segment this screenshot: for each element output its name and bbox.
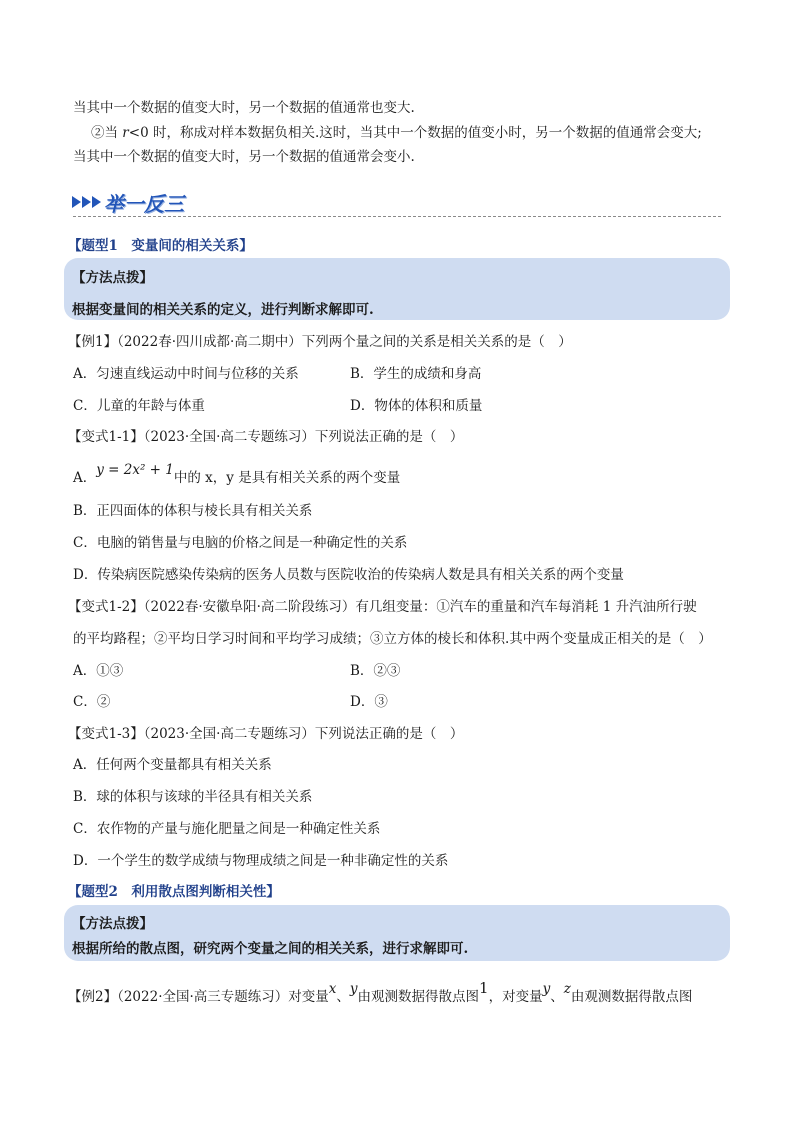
type2-title: 【题型2 利用散点图判断相关性】: [68, 884, 280, 900]
variant12-option-a: A．①③: [73, 663, 124, 679]
variant11-option-a: [73, 462, 401, 486]
example2-stem: [68, 979, 693, 1005]
variant11-option-b: B．正四面体的体积与棱长具有相关关系: [73, 503, 313, 519]
example1-option-d: D．物体的体积和质量: [350, 398, 483, 414]
section-divider: [73, 216, 721, 217]
example1-option-c: C．儿童的年龄与体重: [73, 398, 205, 414]
variant13-option-b: B．球的体积与该球的半径具有相关关系: [73, 789, 313, 805]
type1-title: 【题型1 变量间的相关关系】: [68, 238, 253, 254]
variable-y-2: y: [542, 981, 551, 997]
method-text-1: 根据变量间的相关关系的定义，进行判断求解即可.: [72, 302, 374, 318]
intro-line-2-post: <0 时，称成对样本数据负相关.这时，当其中一个数据的值变小时，另一个数据的值通常会变大;: [128, 125, 702, 141]
banner-title: 举一反三: [104, 192, 184, 216]
variant12-stem-line-2: 的平均路程；②平均日学习时间和平均学习成绩；③立方体的棱长和体积.其中两个变量成正相关的是（ ）: [73, 631, 712, 647]
section-banner: [70, 186, 200, 216]
intro-line-3: 当其中一个数据的值变大时，另一个数据的值通常会变小.: [73, 149, 415, 165]
method-title-1: 【方法点拨】: [72, 270, 153, 286]
variant11-stem: 【变式1-1】（2023·全国·高二专题练习）下列说法正确的是（ ）: [68, 429, 464, 445]
example2-part-4: ，对变量: [488, 989, 543, 1005]
figure-number-1: 1: [479, 979, 489, 997]
variant12-option-d: D．③: [350, 694, 388, 710]
example2-part-5: 、: [550, 989, 564, 1005]
variant12-option-c: C．②: [73, 694, 111, 710]
variant13-option-c: C．农作物的产量与施化肥量之间是一种确定性关系: [73, 821, 381, 837]
method-box-1: [64, 258, 730, 320]
intro-line-1: 当其中一个数据的值变大时，另一个数据的值通常也变大.: [73, 100, 415, 116]
variant12-option-b: B．②③: [350, 663, 401, 679]
variable-x: x: [328, 981, 337, 997]
variant11-option-c: C．电脑的销售量与电脑的价格之间是一种确定性的关系: [73, 535, 408, 551]
variable-r: r: [122, 125, 129, 141]
example1-stem: 【例1】（2022春·四川成都·高二期中）下列两个量之间的关系是相关关系的是（ ）: [68, 334, 572, 350]
variant11-option-a-prefix: A．: [73, 470, 97, 486]
intro-line-2-pre: ②当: [91, 125, 123, 141]
example2-part-6: 由观测数据得散点图: [570, 989, 693, 1005]
example2-part-1: 【例2】（2022·全国·高三专题练习）对变量: [68, 989, 329, 1005]
variable-z: z: [563, 981, 571, 997]
variant13-option-d: D．一个学生的数学成绩与物理成绩之间是一种非确定性的关系: [73, 853, 449, 869]
variant13-option-a: A．任何两个变量都具有相关关系: [73, 757, 272, 773]
example2-part-2: 、: [336, 989, 350, 1005]
example2-part-3: 由观测数据得散点图: [357, 989, 480, 1005]
method-box-2: [64, 905, 730, 961]
method-text-2: 根据所给的散点图，研究两个变量之间的相关关系，进行求解即可.: [72, 941, 469, 957]
variant11-option-a-text: 中的 x，y 是具有相关关系的两个变量: [173, 470, 401, 486]
variant12-stem-line-1: 【变式1-2】（2022春·安徽阜阳·高二阶段练习）有几组变量：①汽车的重量和汽车每消耗 1 升汽油所行驶: [68, 599, 697, 615]
formula-y-eq-2x2-plus-1: y = 2x² + 1: [96, 462, 174, 478]
variant13-stem: 【变式1-3】（2023·全国·高二专题练习）下列说法正确的是（ ）: [68, 726, 464, 742]
method-title-2: 【方法点拨】: [72, 916, 153, 932]
intro-line-2: [91, 121, 702, 141]
variant11-option-d: D．传染病医院感染传染病的医务人员数与医院收治的传染病人数是具有相关关系的两个变量: [73, 567, 624, 583]
example1-option-b: B．学生的成绩和身高: [350, 366, 482, 382]
variable-y: y: [349, 981, 358, 997]
example1-option-a: A．匀速直线运动中时间与位移的关系: [73, 366, 299, 382]
